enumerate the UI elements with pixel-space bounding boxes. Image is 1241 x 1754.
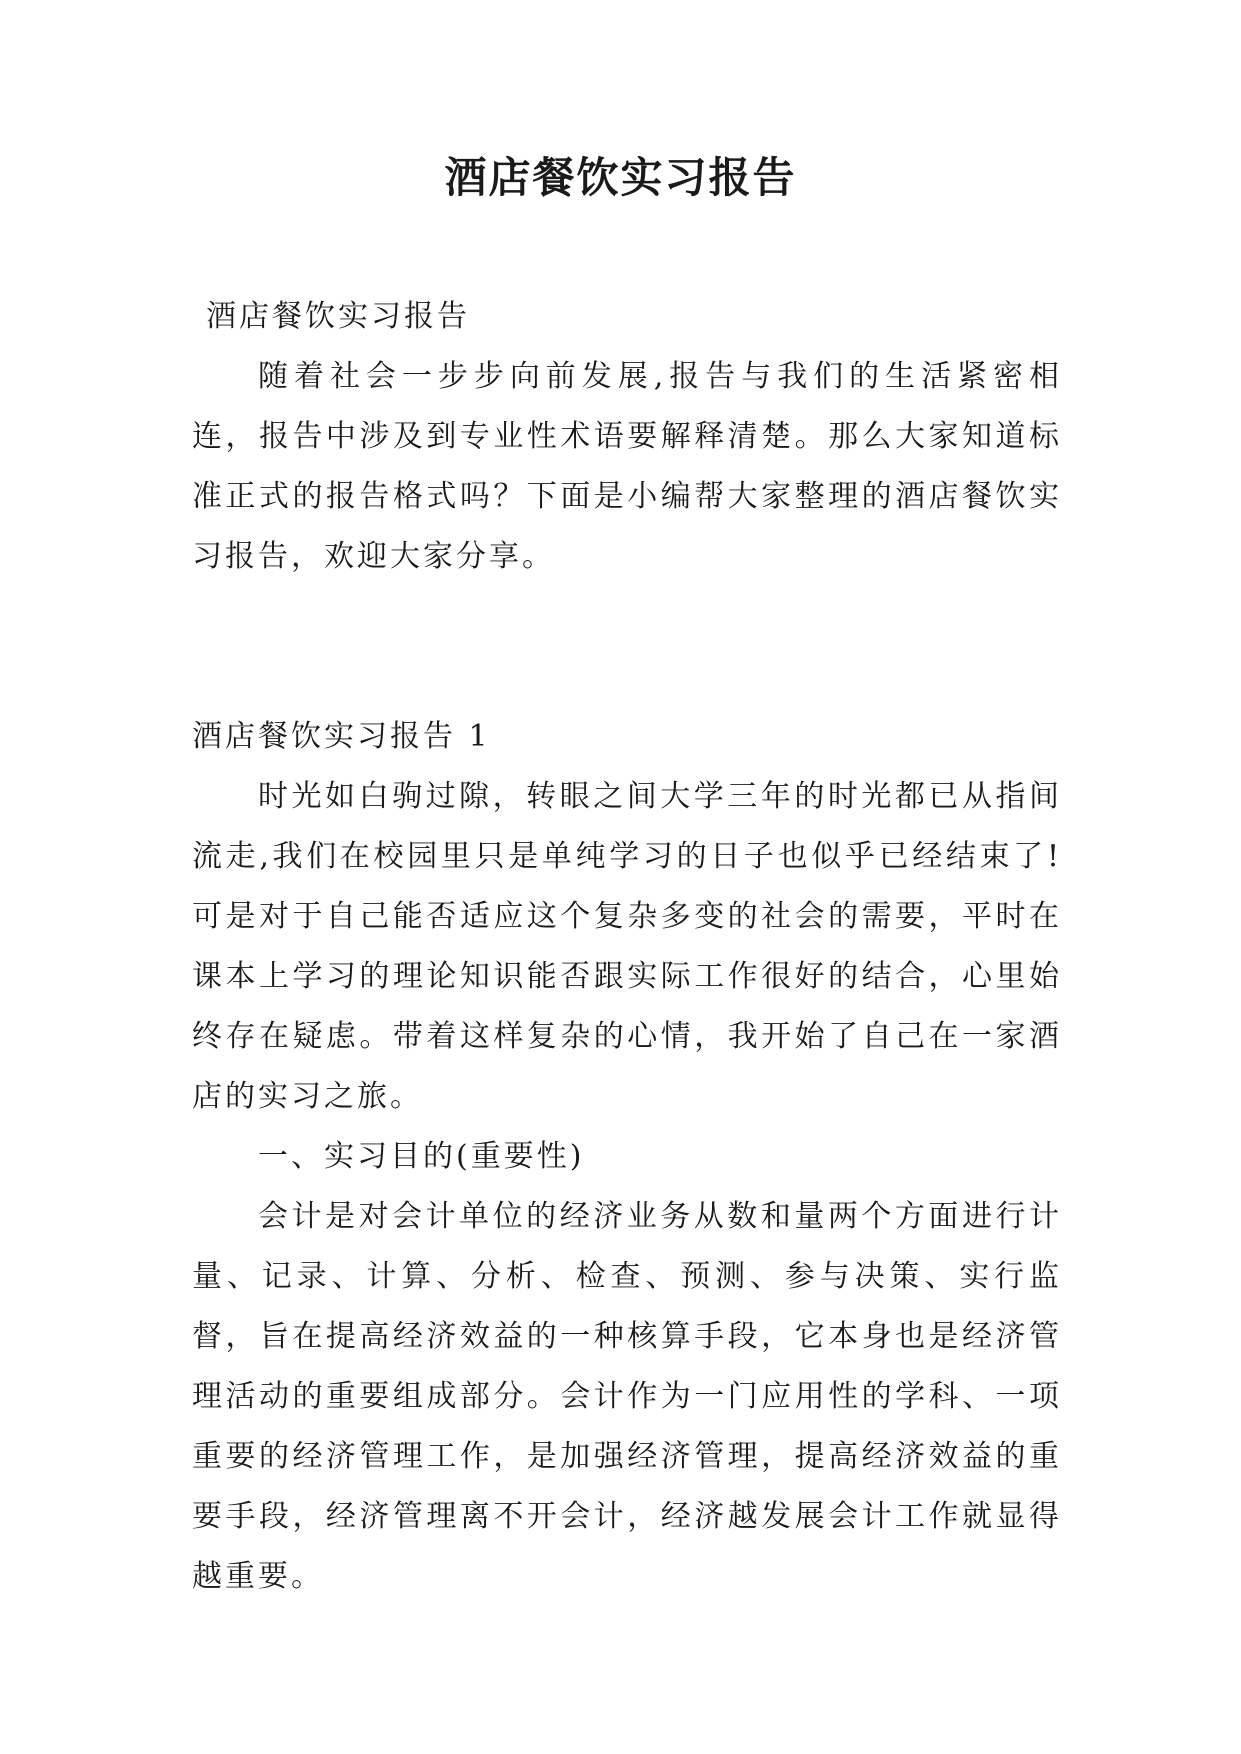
document-title: 酒店餐饮实习报告 xyxy=(444,153,797,202)
subheading-purpose: 一、实习目的(重要性) xyxy=(258,1139,585,1174)
body-paragraph-1: 时光如白驹过隙，转眼之间大学三年的时光都已从指间流走,我们在校园里只是单纯学习的日子也似乎已经结束了!可是对于自己能否适应这个复杂多变的社会的需要，平时在课本上学习的理论知识能否跟实际工作很好的结合，心里始终存在疑虑。带着这样复杂的心情，我开始了自己在一家酒店的实习之旅。 xyxy=(192,779,1062,1114)
section-spacer xyxy=(192,587,1062,707)
body-paragraph-2: 会计是对会计单位的经济业务从数和量两个方面进行计量、记录、计算、分析、检查、预测、参与决策、实行监督，旨在提高经济效益的一种核算手段，它本身也是经济管理活动的重要组成部分。会计作为一门应用性的学科、一项重要的经济管理工作，是加强经济管理，提高经济效益的重要手段，经济管理离不开会计，经济越发展会计工作就显得越重要。 xyxy=(192,1199,1062,1594)
document-body xyxy=(192,287,1062,1607)
document-subtitle: 酒店餐饮实习报告 xyxy=(206,299,470,334)
intro-paragraph: 随着社会一步步向前发展,报告与我们的生活紧密相连，报告中涉及到专业性术语要解释清楚。那么大家知道标准正式的报告格式吗？下面是小编帮大家整理的酒店餐饮实习报告，欢迎大家分享。 xyxy=(192,359,1062,574)
section-heading: 酒店餐饮实习报告 1 xyxy=(192,719,491,754)
